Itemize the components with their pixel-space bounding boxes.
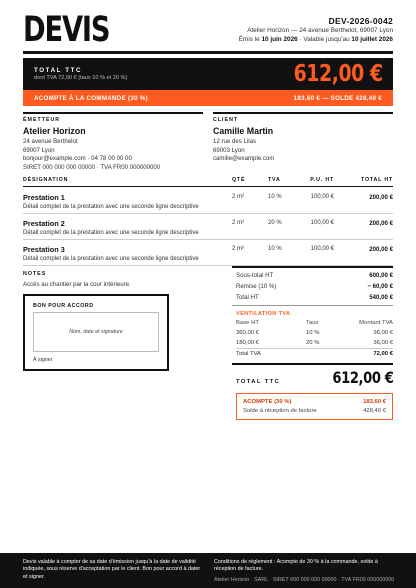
item-name: Prestation 2	[23, 219, 65, 228]
item-total: 200,00 €	[369, 194, 393, 201]
signed-at: À signer	[33, 357, 53, 363]
vat-col-amount: Montant TVA	[359, 320, 393, 326]
client-line: 69003 Lyon	[213, 146, 245, 154]
total-ht-value: 540,00 €	[369, 294, 393, 301]
item-name: Prestation 3	[23, 245, 65, 254]
acompte-label: ACOMPTE (30 %)	[243, 399, 292, 405]
total-ht-label: Total HT	[236, 294, 259, 301]
valid-date: 10 juillet 2026	[351, 36, 393, 43]
vat-base: 360,00 €	[236, 330, 259, 336]
vat-total-row	[236, 351, 393, 361]
client-line: 12 rue des Lilas	[213, 138, 257, 145]
vat-base: 180,00 €	[236, 340, 259, 346]
col-qty: QTÉ	[232, 177, 246, 183]
acompte-box	[236, 393, 393, 420]
footer	[0, 553, 416, 588]
emitter-block	[23, 112, 203, 172]
discount-row	[236, 282, 393, 292]
item-tva: 10 %	[268, 246, 282, 252]
vat-sep	[236, 348, 393, 349]
notes-text: Accès au chantier par la cour intérieure.	[23, 281, 131, 288]
table-row	[23, 214, 393, 240]
vat-total-value: 72,00 €	[373, 351, 393, 357]
table-row	[23, 188, 393, 214]
emitter-email[interactable]: bonjour@example.com · 04 78 00 00 00	[23, 155, 132, 163]
client-email[interactable]: camille@example.com	[213, 155, 275, 163]
emitter-line: 69007 Lyon	[23, 146, 55, 154]
client-label: CLIENT	[213, 117, 239, 123]
item-pu: 100,00 €	[310, 194, 334, 200]
solde-row	[243, 407, 386, 416]
col-pu: P.U. HT	[310, 177, 334, 183]
acompte-row	[243, 398, 386, 407]
emitter-name: Atelier Horizon	[23, 126, 86, 136]
vat-col-rate: Taux	[306, 320, 319, 326]
discount-label: Remise (10 %)	[236, 283, 277, 290]
signature-field[interactable]	[33, 312, 159, 352]
item-total: 200,00 €	[369, 246, 393, 253]
vat-title: VENTILATION TVA	[236, 311, 291, 317]
footer-legal: Atelier Horizon · SARL · SIRET 000 000 000 00000 · TVA FR00 000000000	[214, 577, 395, 583]
emitter-legal: SIRET 000 000 000 00000 · TVA FR00 000000000	[23, 164, 161, 172]
vat-total-label: Total TVA	[236, 351, 261, 357]
item-tva: 20 %	[268, 220, 282, 226]
item-desc: Détail complet de la prestation avec une seconde ligne descriptive	[23, 204, 199, 210]
subtotal-value: 600,00 €	[369, 272, 393, 279]
valid-prefix: · Valable jusqu'au	[299, 36, 350, 43]
ttc-amount: 612,00 €	[331, 368, 393, 387]
total-band-amount: 612,00 €	[293, 61, 383, 87]
dates-line	[239, 36, 393, 43]
acompte-value: 183,60 €	[363, 399, 386, 405]
acompte-band-label: ACOMPTE À LA COMMANDE (30 %)	[34, 95, 149, 102]
vat-rate: 10 %	[306, 330, 320, 336]
bon-pour-accord-label: BON POUR ACCORD	[33, 303, 94, 309]
item-pu: 100,00 €	[310, 220, 334, 226]
table-row	[23, 240, 393, 266]
totals-sep	[232, 305, 393, 306]
discount-value: − 60,00 €	[367, 283, 393, 290]
acompte-band	[23, 90, 393, 106]
total-ht-row	[236, 293, 393, 303]
subtotal-label: Sous-total HT	[236, 272, 274, 279]
header-divider	[23, 51, 393, 54]
item-qty: 2 m²	[232, 220, 244, 226]
col-tva: TVA	[268, 177, 281, 183]
totals-divider	[232, 266, 393, 268]
vat-amount: 36,00 €	[373, 330, 393, 336]
ttc-label: TOTAL TTC	[236, 379, 281, 385]
emitter-label: ÉMETTEUR	[23, 117, 61, 123]
emitted-date: 10 juin 2026	[261, 36, 298, 43]
item-name: Prestation 1	[23, 193, 65, 202]
total-band-sub: dont TVA 72,00 € (taux 10 % et 20 %)	[34, 75, 128, 81]
vat-amount: 36,00 €	[373, 340, 393, 346]
grand-total-divider	[232, 363, 393, 365]
vat-header-row	[236, 320, 393, 330]
doc-number: DEV-2026-0042	[328, 16, 393, 26]
logo: DEVIS	[23, 10, 110, 50]
subtotal-row	[236, 271, 393, 281]
item-desc: Détail complet de la prestation avec une seconde ligne descriptive	[23, 230, 199, 236]
total-band-label: TOTAL TTC	[34, 67, 83, 74]
acompte-band-detail: 183,60 € — SOLDE 428,40 €	[293, 95, 382, 102]
item-qty: 2 m²	[232, 194, 244, 200]
item-tva: 10 %	[268, 194, 282, 200]
solde-value: 428,40 €	[363, 408, 386, 414]
notes-label: NOTES	[23, 271, 47, 277]
vat-row	[236, 330, 393, 340]
header	[23, 12, 393, 48]
col-designation: DÉSIGNATION	[23, 177, 69, 183]
vat-col-base: Base HT	[236, 320, 259, 326]
emitter-line: 24 avenue Berthelot	[23, 138, 78, 145]
item-qty: 2 m²	[232, 246, 244, 252]
bon-pour-accord-box	[23, 294, 169, 371]
footer-conditions: Conditions de règlement : Acompte de 30 % à la commande, solde à réception de facture.	[214, 559, 378, 573]
items-table-header	[23, 175, 393, 187]
signature-placeholder: Nom, date et signature	[69, 329, 123, 335]
client-block	[213, 112, 393, 163]
item-desc: Détail complet de la prestation avec une seconde ligne descriptive	[23, 256, 199, 262]
client-name: Camille Martin	[213, 126, 274, 136]
issuer-address: Atelier Horizon — 24 avenue Berthelot, 69007 Lyon	[247, 27, 393, 34]
solde-label: Solde à réception de facture	[243, 408, 317, 414]
col-total: TOTAL HT	[361, 177, 393, 183]
footer-validity: Devis valable à compter de sa date d'émission jusqu'à la date de validité indiquée, sous réserve d'acceptation par le client. Bon pour accord à dater et signer.	[23, 559, 201, 580]
item-pu: 100,00 €	[310, 246, 334, 252]
vat-rate: 20 %	[306, 340, 320, 346]
item-total: 200,00 €	[369, 220, 393, 227]
emitted-prefix: Émis le	[238, 36, 260, 43]
total-band	[23, 58, 393, 90]
